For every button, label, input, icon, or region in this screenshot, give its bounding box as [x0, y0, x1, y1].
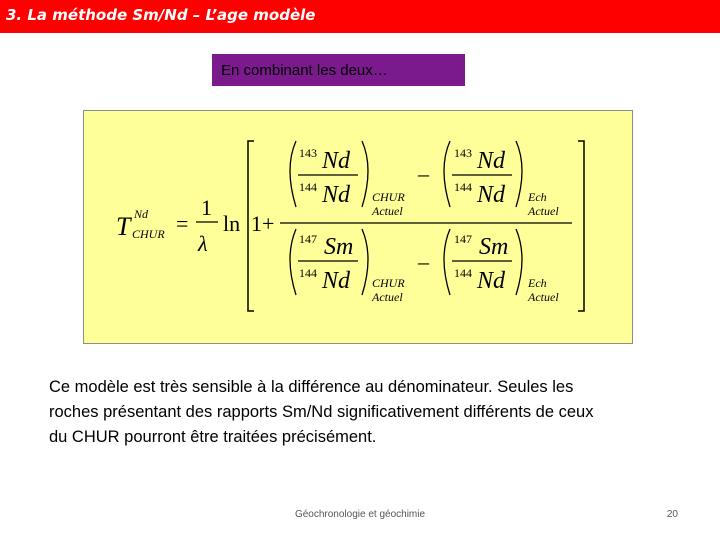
den-right-Sm: Sm	[479, 234, 509, 260]
den-right-147: 147	[454, 232, 472, 246]
num-right-Ech: Ech	[528, 190, 547, 204]
den-right-paren-close	[516, 229, 522, 295]
num-left-CHUR: CHUR	[372, 190, 405, 204]
page-number: 20	[666, 509, 678, 520]
num-right-Nd-bottom: Nd	[477, 182, 506, 208]
title-bar	[0, 0, 720, 33]
num-left-Nd-bottom: Nd	[322, 182, 351, 208]
den-right-paren-open	[444, 229, 450, 295]
den-right-144: 144	[454, 266, 472, 280]
paragraph-line-2: roches présentant des rapports Sm/Nd significativement différents de ceux	[49, 403, 594, 421]
den-left-paren-close	[362, 229, 368, 295]
paragraph-line-1: Ce modèle est très sensible à la différence au dénominateur. Seules les	[49, 378, 574, 396]
den-right-Actuel: Actuel	[528, 290, 559, 304]
num-left-paren-close	[362, 141, 368, 207]
num-right-Nd-top: Nd	[477, 148, 506, 174]
num-right-Actuel: Actuel	[528, 204, 559, 218]
callout-text: En combinant les deux…	[221, 62, 388, 79]
den-left-CHUR: CHUR	[372, 276, 405, 290]
num-right-paren-close	[516, 141, 522, 207]
formula-T: T	[116, 212, 131, 241]
num-right-143: 143	[454, 146, 472, 160]
formula-svg	[84, 111, 634, 345]
num-left-143: 143	[299, 146, 317, 160]
callout-box	[212, 54, 465, 86]
slide-title: 3. La méthode Sm/Nd – L’age modèle	[6, 6, 316, 24]
formula-T-sub: CHUR	[132, 227, 165, 241]
formula-box	[83, 110, 633, 344]
den-left-Sm: Sm	[324, 234, 354, 260]
num-right-144: 144	[454, 180, 472, 194]
num-right-paren-open	[444, 141, 450, 207]
num-left-144: 144	[299, 180, 317, 194]
den-left-paren-open	[290, 229, 296, 295]
formula-one-plus: 1+	[251, 211, 275, 236]
formula-equals: =	[176, 211, 189, 236]
den-minus: –	[418, 249, 429, 274]
den-left-Actuel: Actuel	[372, 290, 403, 304]
formula-ln: ln	[223, 211, 241, 236]
formula-T-sup: Nd	[134, 207, 149, 221]
den-left-147: 147	[299, 232, 317, 246]
big-bracket-right	[578, 141, 584, 311]
den-right-Ech: Ech	[528, 276, 547, 290]
den-left-144: 144	[299, 266, 317, 280]
num-left-paren-open	[290, 141, 296, 207]
num-left-Nd-top: Nd	[322, 148, 351, 174]
footer-text: Géochronologie et géochimie	[294, 509, 426, 520]
formula-one: 1	[201, 195, 212, 220]
explanation-paragraph	[49, 375, 689, 450]
formula-lambda: λ	[198, 231, 208, 256]
num-left-Actuel: Actuel	[372, 204, 403, 218]
den-right-Nd: Nd	[477, 268, 506, 294]
paragraph-line-3: du CHUR pourront être traitées précisément.	[49, 428, 377, 446]
num-minus: –	[418, 161, 429, 186]
den-left-Nd: Nd	[322, 268, 351, 294]
